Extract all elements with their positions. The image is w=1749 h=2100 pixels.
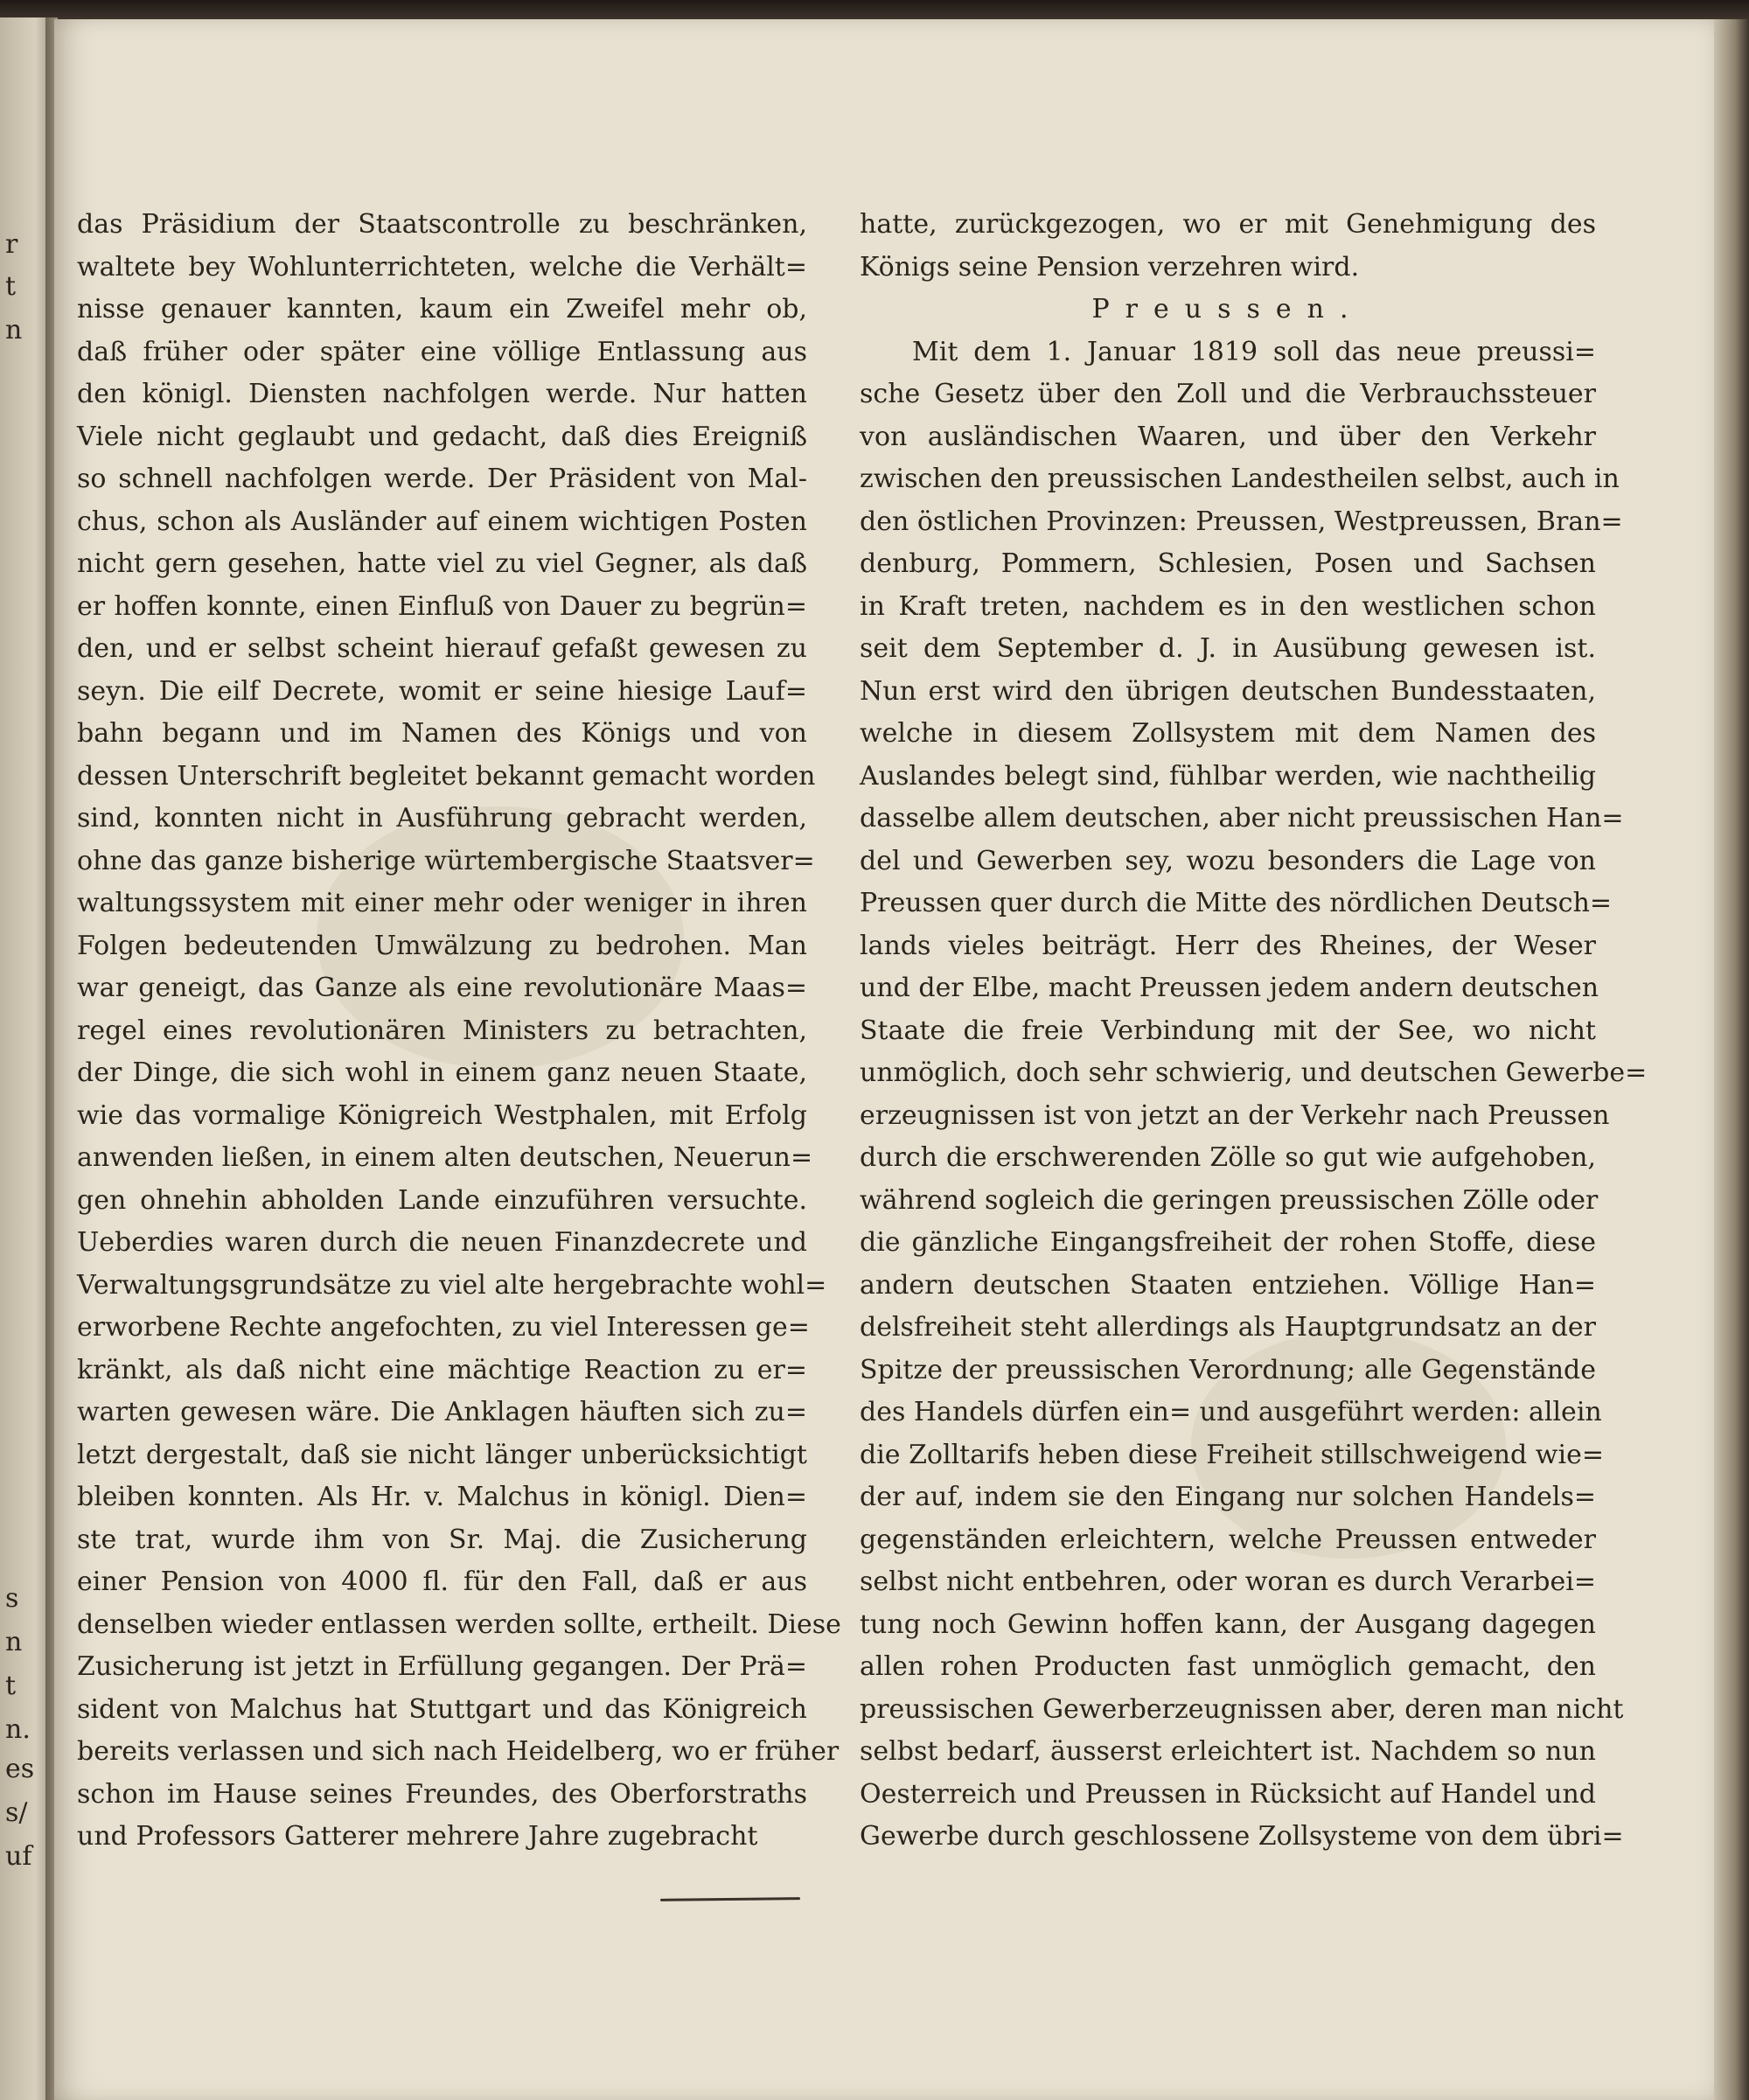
text-line: selbst nicht entbehren, oder woran es durch Verarbei= bbox=[860, 1566, 1596, 1597]
prev-page-fragment: n bbox=[5, 315, 23, 345]
text-line: andern deutschen Staaten entziehen. Völlige Han= bbox=[860, 1269, 1596, 1301]
text-line: lands vieles beiträgt. Herr des Rheines, der Weser bbox=[860, 930, 1596, 961]
prev-page-fragment: es bbox=[5, 1754, 35, 1784]
text-line: und der Elbe, macht Preussen jedem andern deutschen bbox=[860, 973, 1599, 1003]
text-line: allen rohen Producten fast unmöglich gemacht, den bbox=[860, 1651, 1596, 1682]
text-line: preussischen Gewerberzeugnissen aber, deren man nicht bbox=[860, 1693, 1624, 1725]
text-line: waltete bey Wohlunterrichteten, welche die Verhält= bbox=[77, 251, 807, 283]
text-line: einer Pension von 4000 fl. für den Fall, daß er aus bbox=[77, 1566, 807, 1597]
text-line: Spitze der preussischen Verordnung; alle Gegenstände bbox=[860, 1354, 1596, 1385]
text-line: tung noch Gewinn hoffen kann, der Ausgang dagegen bbox=[860, 1608, 1596, 1640]
text-line: warten gewesen wäre. Die Anklagen häuften sich zu= bbox=[77, 1397, 807, 1427]
text-line: Folgen bedeutenden Umwälzung zu bedrohen. Man bbox=[77, 930, 807, 961]
prev-page-fragment: n. bbox=[5, 1714, 31, 1745]
section-heading: Preussen. bbox=[1091, 294, 1364, 324]
text-line: bahn begann und im Namen des Königs und von bbox=[77, 718, 807, 749]
text-line: Gewerbe durch geschlossene Zollsysteme von dem übri= bbox=[860, 1821, 1624, 1852]
prev-page-fragment: t bbox=[5, 271, 17, 302]
text-line: dessen Unterschrift begleitet bekannt gemacht worden bbox=[77, 760, 816, 792]
text-line: nisse genauer kannten, kaum ein Zweifel mehr ob, bbox=[77, 294, 807, 324]
text-line: schon im Hause seines Freundes, des Oberforstraths bbox=[77, 1778, 807, 1810]
text-line: sind, konnten nicht in Ausführung gebracht werden, bbox=[77, 803, 807, 834]
text-line: Nun erst wird den übrigen deutschen Bundesstaaten, bbox=[860, 675, 1596, 707]
text-line: von ausländischen Waaren, und über den Verkehr bbox=[860, 421, 1596, 452]
text-line: seit dem September d. J. in Ausübung gewesen ist. bbox=[860, 633, 1596, 664]
text-line: seyn. Die eilf Decrete, womit er seine hiesige Lauf= bbox=[77, 675, 807, 707]
text-line: Königs seine Pension verzehren wird. bbox=[860, 251, 1360, 283]
text-line: bereits verlassen und sich nach Heidelberg, wo er früher bbox=[77, 1736, 840, 1767]
text-line: denburg, Pommern, Schlesien, Posen und Sachsen bbox=[860, 548, 1596, 579]
text-line: kränkt, als daß nicht eine mächtige Reaction zu er= bbox=[77, 1354, 807, 1385]
left-column bbox=[77, 204, 841, 1859]
text-line: Auslandes belegt sind, fühlbar werden, wie nachtheilig bbox=[860, 760, 1596, 792]
text-line: der auf, indem sie den Eingang nur solchen Handels= bbox=[860, 1482, 1596, 1512]
text-line: Viele nicht geglaubt und gedacht, daß dies Ereigniß bbox=[77, 421, 807, 452]
text-line: bleiben konnten. Als Hr. v. Malchus in königl. Dien= bbox=[77, 1482, 807, 1512]
text-line: gegenständen erleichtern, welche Preussen entweder bbox=[860, 1524, 1596, 1555]
text-line: Preussen quer durch die Mitte des nördlichen Deutsch= bbox=[860, 888, 1613, 918]
prev-page-fragment: uf bbox=[5, 1841, 32, 1872]
page-edge bbox=[1714, 19, 1749, 2100]
text-line: hatte, zurückgezogen, wo er mit Genehmigung des bbox=[860, 209, 1596, 240]
text-line: durch die erschwerenden Zölle so gut wie aufgehoben, bbox=[860, 1142, 1596, 1173]
text-line: die gänzliche Eingangsfreiheit der rohen Stoffe, diese bbox=[860, 1227, 1596, 1258]
text-line: erworbene Rechte angefochten, zu viel Interessen ge= bbox=[77, 1312, 810, 1343]
text-line: Ueberdies waren durch die neuen Finanzdecrete und bbox=[77, 1227, 807, 1258]
text-line: der Dinge, die sich wohl in einem ganz neuen Staate, bbox=[77, 1057, 807, 1088]
text-line: daß früher oder später eine völlige Entlassung aus bbox=[77, 336, 807, 367]
text-line: Oesterreich und Preussen in Rücksicht auf Handel und bbox=[860, 1778, 1596, 1810]
text-line: dasselbe allem deutschen, aber nicht preussischen Han= bbox=[860, 803, 1624, 834]
prev-page-fragment: s bbox=[5, 1583, 19, 1614]
previous-page-edge bbox=[0, 17, 51, 2100]
text-line: das Präsidium der Staatscontrolle zu beschränken, bbox=[77, 209, 807, 240]
text-line: während sogleich die geringen preussischen Zölle oder bbox=[860, 1184, 1599, 1216]
text-line: unmöglich, doch sehr schwierig, und deutschen Gewerbe= bbox=[860, 1057, 1648, 1088]
text-line: ste trat, wurde ihm von Sr. Maj. die Zusicherung bbox=[77, 1524, 807, 1555]
text-line: Staate die freie Verbindung mit der See, wo nicht bbox=[860, 1015, 1596, 1046]
text-line: letzt dergestalt, daß sie nicht länger unberücksichtigt bbox=[77, 1439, 807, 1470]
text-line: sident von Malchus hat Stuttgart und das Königreich bbox=[77, 1693, 807, 1725]
prev-page-fragment: n bbox=[5, 1627, 23, 1657]
text-line: anwenden ließen, in einem alten deutschen, Neuerun= bbox=[77, 1142, 813, 1173]
text-line: erzeugnissen ist von jetzt an der Verkehr nach Preussen bbox=[860, 1099, 1610, 1131]
text-line: sche Gesetz über den Zoll und die Verbrauchssteuer bbox=[860, 379, 1596, 409]
text-line: chus, schon als Ausländer auf einem wichtigen Posten bbox=[77, 506, 807, 537]
prev-page-fragment: s/ bbox=[5, 1797, 28, 1828]
text-line: del und Gewerben sey, wozu besonders die Lage von bbox=[860, 845, 1596, 876]
text-line: Mit dem 1. Januar 1819 soll das neue preussi= bbox=[912, 336, 1596, 367]
text-line: den königl. Diensten nachfolgen werde. Nur hatten bbox=[77, 379, 807, 409]
prev-page-fragment: r bbox=[5, 229, 18, 260]
text-line: den, und er selbst scheint hierauf gefaßt gewesen zu bbox=[77, 633, 807, 664]
text-line: den östlichen Provinzen: Preussen, Westpreussen, Bran= bbox=[860, 506, 1623, 537]
right-column bbox=[860, 204, 1648, 1859]
text-line: waltungssystem mit einer mehr oder weniger in ihren bbox=[77, 888, 807, 918]
text-line: wie das vormalige Königreich Westphalen, mit Erfolg bbox=[77, 1099, 807, 1131]
text-line: delsfreiheit steht allerdings als Hauptgrundsatz an der bbox=[860, 1312, 1596, 1343]
prev-page-fragment: t bbox=[5, 1671, 17, 1701]
text-line: gen ohnehin abholden Lande einzuführen versuchte. bbox=[77, 1184, 807, 1216]
text-line: so schnell nachfolgen werde. Der Präsident von Mal- bbox=[77, 464, 807, 494]
text-line: er hoffen konnte, einen Einfluß von Dauer zu begrün= bbox=[77, 590, 807, 622]
text-line: Verwaltungsgrundsätze zu viel alte hergebrachte wohl= bbox=[77, 1269, 827, 1301]
text-line: welche in diesem Zollsystem mit dem Namen des bbox=[860, 718, 1596, 749]
text-line: nicht gern gesehen, hatte viel zu viel Gegner, als daß bbox=[77, 548, 807, 579]
text-line: selbst bedarf, äusserst erleichtert ist. Nachdem so nun bbox=[860, 1736, 1596, 1767]
text-line: in Kraft treten, nachdem es in den westlichen schon bbox=[860, 590, 1596, 622]
text-line: und Professors Gatterer mehrere Jahre zugebracht bbox=[77, 1821, 758, 1852]
text-line: Zusicherung ist jetzt in Erfüllung gegangen. Der Prä= bbox=[77, 1651, 807, 1682]
text-line: war geneigt, das Ganze als eine revolutionäre Maas= bbox=[77, 973, 807, 1003]
text-line: zwischen den preussischen Landestheilen selbst, auch in bbox=[860, 464, 1620, 494]
text-line: denselben wieder entlassen werden sollte, ertheilt. Diese bbox=[77, 1608, 841, 1640]
text-line: des Handels dürfen ein= und ausgeführt werden: allein bbox=[860, 1397, 1602, 1427]
text-line: ohne das ganze bisherige würtembergische Staatsver= bbox=[77, 845, 815, 876]
text-line: regel eines revolutionären Ministers zu betrachten, bbox=[77, 1015, 807, 1046]
text-line: die Zolltarifs heben diese Freiheit stillschweigend wie= bbox=[860, 1439, 1604, 1470]
